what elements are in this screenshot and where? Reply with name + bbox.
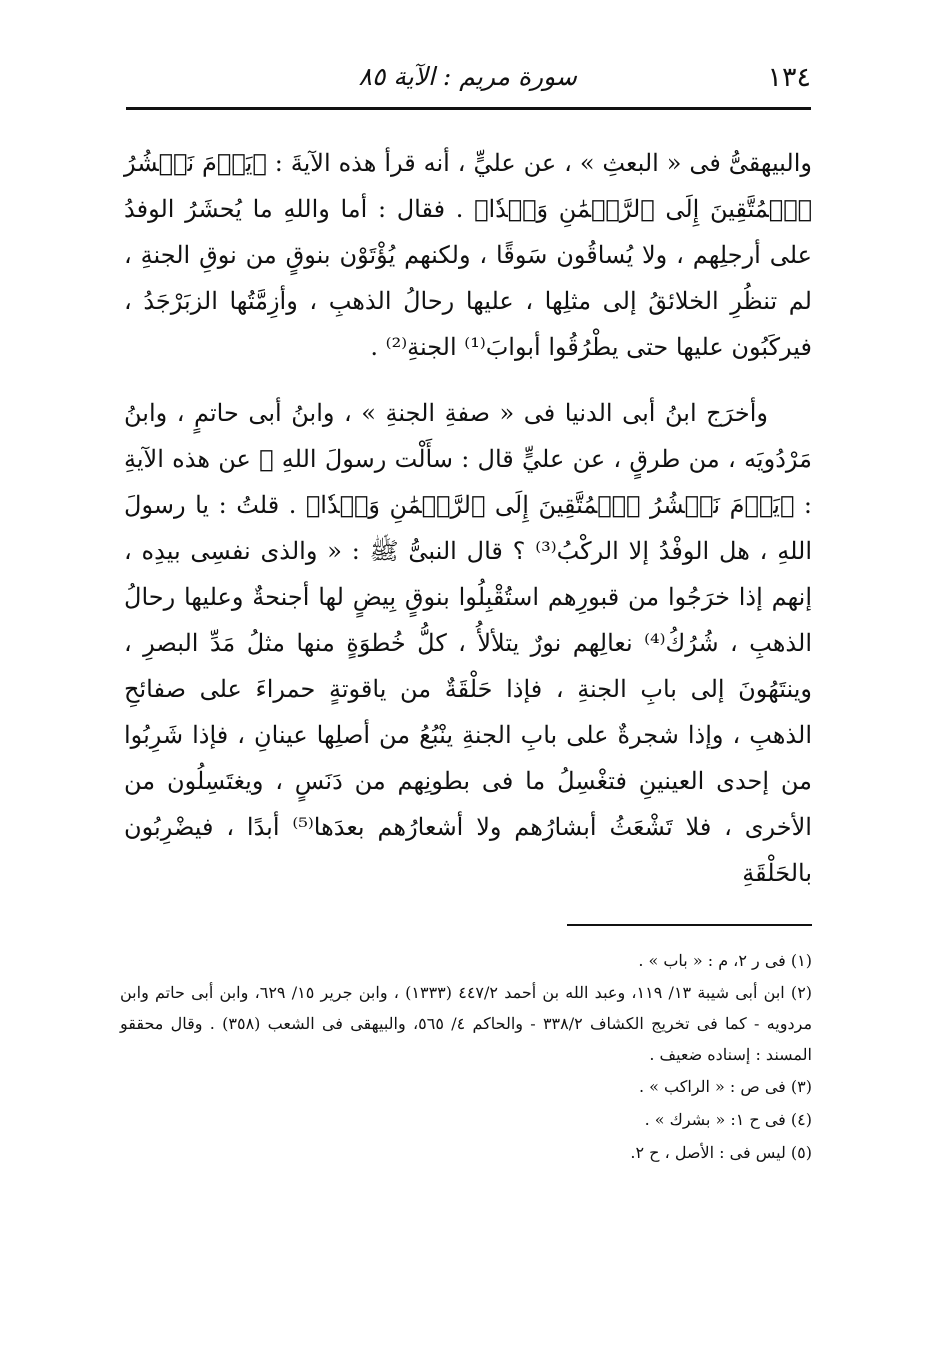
paragraph-2: وأخرَج ابنُ أبى الدنيا فى « صفةِ الجنةِ » ، وابنُ أبى حاتمٍ ، وابنُ مَرْدُويَه ، من طرقٍ ، عن عليٍّ قال : سأَلْت رسولَ اللهِ ﷺ عن هذه الآيةِ : ﴿يَوۡمَ نَحۡشُرُ ٱلۡمُتَّقِينَ إِلَى ٱلرَّحۡمَٰنِ وَفۡدٗا﴾ . قلتُ : يا رسولَ اللهِ ، هل الوفْدُ إلا الركْبُ⁽³⁾ ؟ قال النبىُّ ﷺ : « والذى نفسِى بيدِه ، إنهم إذا خرَجُوا من قبورِهم استُقْبِلُوا بنوقٍ بِيضٍ لها أجنحةٌ وعليها رحالُ الذهبِ ، شُرُكُ⁽⁴⁾ نعالِهم نورٌ يتلألأُ ، كلُّ خُطوَةٍ منها مثلُ مَدِّ البصرِ ، وينتَهُونَ إلى بابِ الجنةِ ، فإذا حَلْقَةٌ من ياقوتةٍ حمراءَ على صفائحِ الذهبِ ، وإذا شجرةٌ على بابِ الجنةِ ينْبُعُ من أصلِها عينانِ ، فإذا شَرِبُوا من إحدى العينينِ فتغْسِلُ ما فى بطونِهم من دَنَسٍ ، ويغتَسِلُون من الأخرى ، فلا تَشْعَثُ أبشارُهم ولا أشعارُهم بعدَها⁽⁵⁾ أبدًا ، فيضْرِبُون بالحَلْقَةِ [124, 399, 812, 887]
header-rule [126, 107, 811, 110]
footnote-separator [567, 924, 812, 926]
running-title: سورة مريم : الآية ٨٥ [358, 62, 577, 91]
footnote-1: (١) فى ر ٢، م : « باب » . [638, 951, 812, 970]
page-number: ١٣٤ [767, 62, 811, 93]
paragraph-1: والبيهقىُّ فى « البعثِ » ، عن عليٍّ ، أنه قرأ هذه الآيةَ : ﴿يَوۡمَ نَحۡشُرُ ٱلۡمُتَّقِينَ إِلَى ٱلرَّحۡمَٰنِ وَفۡدٗا﴾ . فقال : أما واللهِ ما يُحشَرُ الوفدُ على أرجلِهم ، ولا يُساقُون سَوقًا ، ولكنهم يُؤْتَوْن بنوقٍ من نوقِ الجنةِ ، لم تنظُرِ الخلائقُ إلى مثلِها ، عليها رحالُ الذهبِ ، وأزِمَّتُها الزبَرْجَدُ ، فيركَبُون عليها حتى يطْرُقُوا أبوابَ⁽¹⁾ الجنةِ⁽²⁾ . [124, 149, 812, 361]
footnote-2: (٢) ابن أبى شيبة ١٣/ ١١٩، وعبد الله بن أحمد ٤٤٧/٢ (١٣٣٣) ، وابن جرير ١٥/ ٦٢٩، وابن أبى حاتم وابن مردويه - كما فى تخريج الكشاف ٣٣٨/٢ - والحاكم ٤/ ٥٦٥، والبيهقى فى الشعب (٣٥٨) . وقال محققو المسند : إسناده ضعيف . [120, 983, 813, 1064]
footnote-3: (٣) فى ص : « الراكب » . [639, 1077, 812, 1096]
footnote-4: (٤) فى ح ١: « بشرك » . [644, 1110, 812, 1129]
main-text [124, 140, 812, 896]
footnotes [120, 944, 812, 1169]
page-header [126, 58, 811, 102]
footnote-5: (٥) ليس فى : الأصل ، ح ٢. [630, 1143, 812, 1162]
